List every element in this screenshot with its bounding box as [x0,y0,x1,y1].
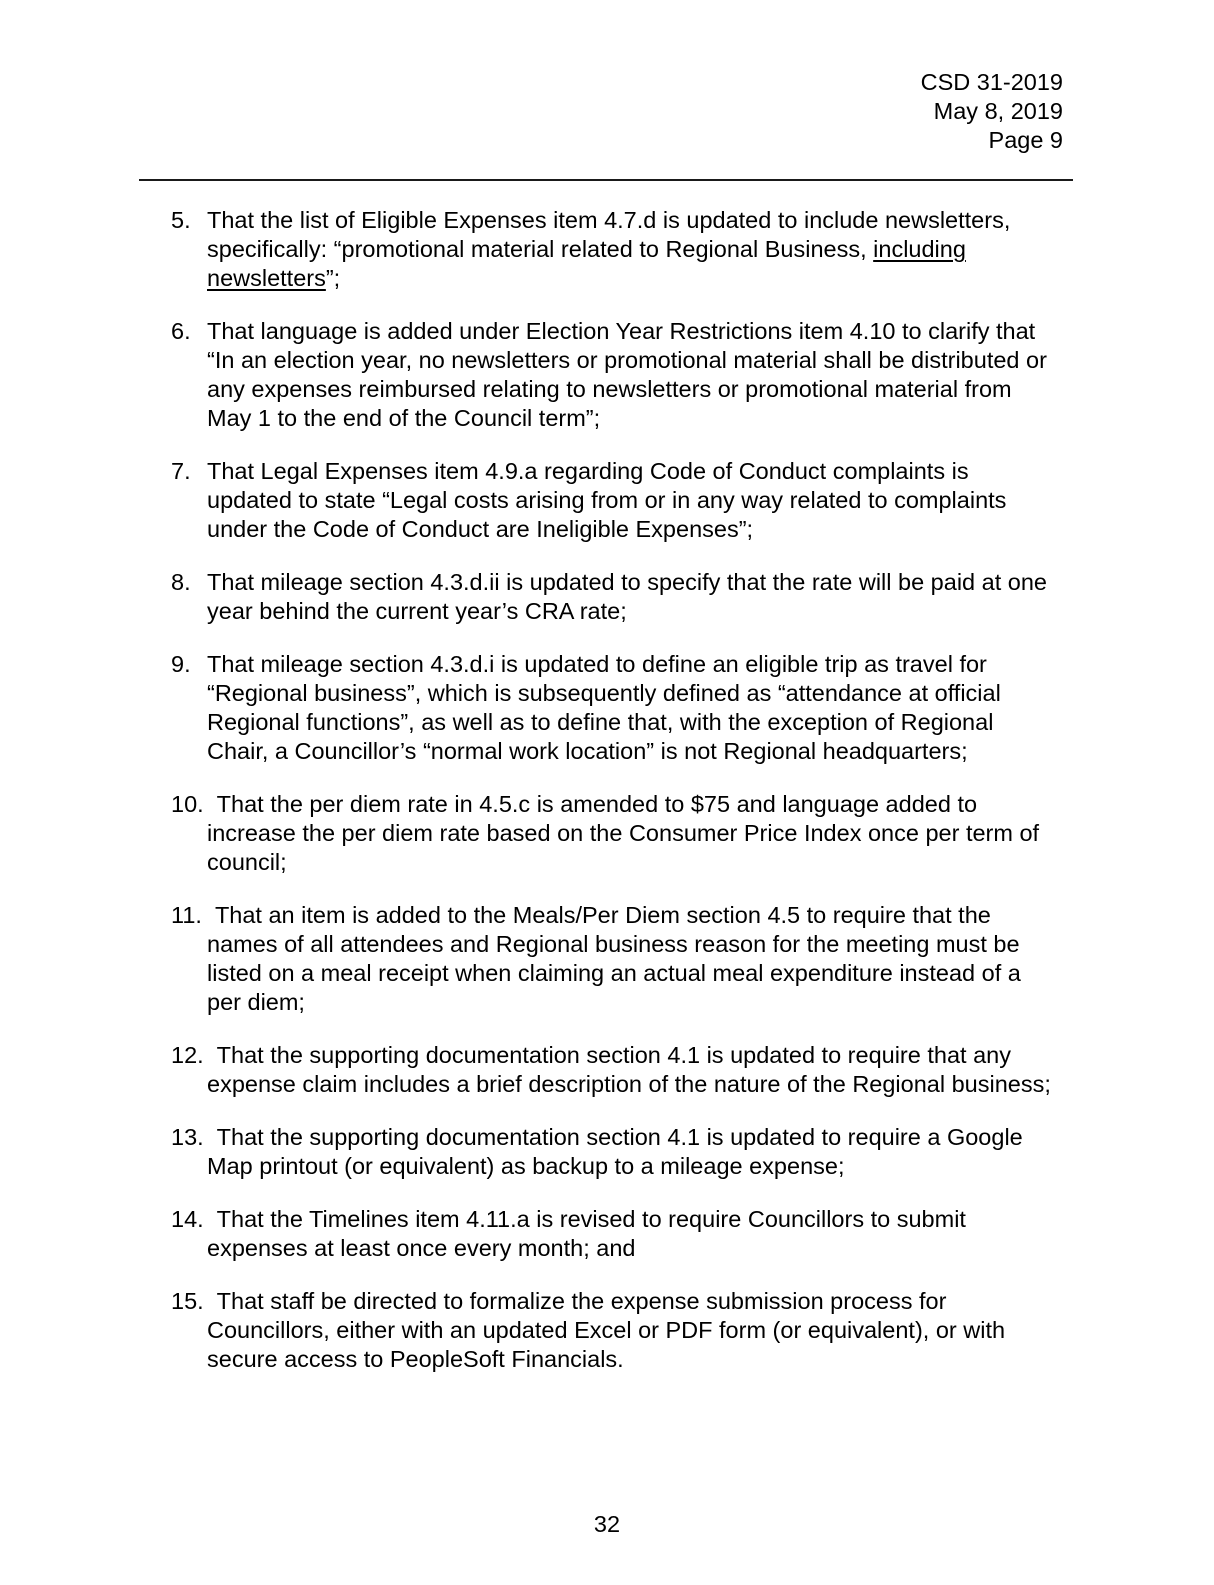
list-item [171,790,1101,877]
text-run: That Legal Expenses item 4.9.a regarding Code of Conduct complaints is [207,458,969,484]
text-run: That the supporting documentation section 4.1 is updated to require a Google [216,1124,1023,1150]
text-run: That the Timelines item 4.11.a is revised to require Councillors to submit [216,1206,966,1232]
text-run: listed on a meal receipt when claiming an actual meal expenditure instead of a [207,960,1021,986]
list-item [171,317,1101,433]
resolution-list [171,206,1101,1398]
item-number: 13. [171,1124,204,1150]
text-run: That mileage section 4.3.d.i is updated to define an eligible trip as travel for [207,651,987,677]
doc-date: May 8, 2019 [933,98,1063,124]
text-run: expense claim includes a brief description of the nature of the Regional business; [207,1071,1051,1097]
footer-page-number: 32 [593,1511,621,1537]
list-item [171,457,1101,544]
header-page-label: Page 9 [988,127,1063,153]
item-number: 15. [171,1288,204,1314]
text-run: “Regional business”, which is subsequently defined as “attendance at official [207,680,1001,706]
text-run: any expenses reimbursed relating to newsletters or promotional material from [207,376,1012,402]
text-run: including [873,236,966,262]
text-run: updated to state “Legal costs arising from or in any way related to complaints [207,487,1007,513]
list-item [171,650,1101,766]
item-number: 5. [171,207,191,233]
item-number: 14. [171,1206,204,1232]
item-number: 6. [171,318,191,344]
item-number: 8. [171,569,191,595]
list-item [171,1205,1101,1263]
item-number: 12. [171,1042,204,1068]
text-run: per diem; [207,989,305,1015]
text-run: expenses at least once every month; and [207,1235,636,1261]
doc-reference: CSD 31-2019 [920,69,1063,95]
text-run: increase the per diem rate based on the Consumer Price Index once per term of [207,820,1040,846]
list-item [171,568,1101,626]
text-run: Regional functions”, as well as to define that, with the exception of Regional [207,709,994,735]
text-run: That the supporting documentation section 4.1 is updated to require that any [216,1042,1011,1068]
text-run: council; [207,849,287,875]
text-run: names of all attendees and Regional business reason for the meeting must be [207,931,1020,957]
page-header [921,68,1063,155]
item-number: 10. [171,791,204,817]
text-run: That mileage section 4.3.d.ii is updated to specify that the rate will be paid at one [207,569,1047,595]
text-run: secure access to PeopleSoft Financials. [207,1346,624,1372]
text-run: That the list of Eligible Expenses item 4.7.d is updated to include newsletters, [207,207,1011,233]
text-run: newsletters [207,265,326,291]
text-run: That staff be directed to formalize the expense submission process for [216,1288,947,1314]
item-number: 7. [171,458,191,484]
text-run: Map printout (or equivalent) as backup to a mileage expense; [207,1153,845,1179]
text-run: May 1 to the end of the Council term”; [207,405,601,431]
list-item [171,1041,1101,1099]
item-number: 11. [171,902,202,928]
text-run: ”; [325,265,341,291]
text-run: specifically: “promotional material related to Regional Business, [207,236,874,262]
text-run: under the Code of Conduct are Ineligible Expenses”; [207,516,754,542]
text-run: Chair, a Councillor’s “normal work location” is not Regional headquarters; [207,738,968,764]
list-item [171,206,1101,293]
list-item [171,1287,1101,1374]
text-run: That language is added under Election Year Restrictions item 4.10 to clarify that [207,318,1036,344]
list-item [171,901,1101,1017]
text-run: year behind the current year’s CRA rate; [207,598,627,624]
list-item [171,1123,1101,1181]
text-run: That the per diem rate in 4.5.c is amended to $75 and language added to [216,791,978,817]
header-divider-line [139,179,1073,181]
item-number: 9. [171,651,191,677]
text-run: “In an election year, no newsletters or promotional material shall be distributed or [207,347,1047,373]
text-run: Councillors, either with an updated Excel or PDF form (or equivalent), or with [207,1317,1006,1343]
text-run: That an item is added to the Meals/Per Diem section 4.5 to require that the [214,902,991,928]
